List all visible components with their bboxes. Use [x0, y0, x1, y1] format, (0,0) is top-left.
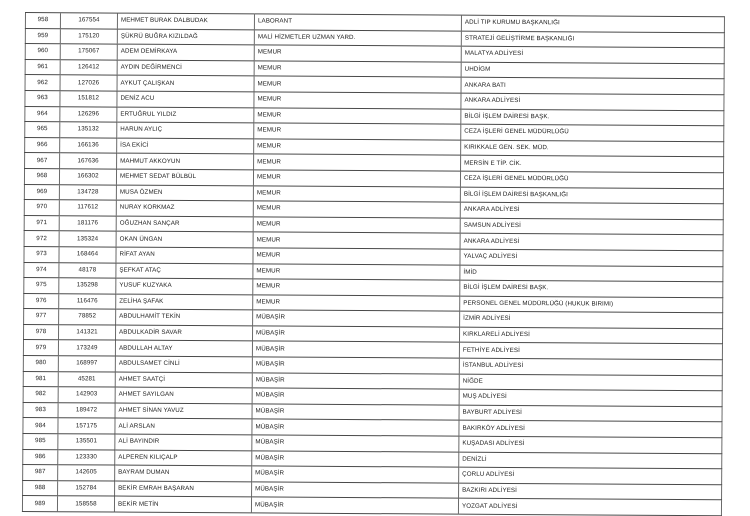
row-number-cell: 973	[24, 246, 59, 262]
row-number-cell: 968	[24, 168, 59, 184]
row-number-cell: 982	[23, 387, 58, 403]
job-title-cell: MEMUR	[254, 123, 461, 140]
full-name-cell: AHMET SİNAN YAVUZ	[115, 403, 252, 419]
job-title-cell: MEMUR	[254, 154, 461, 171]
full-name-cell: NURAY KORKMAZ	[116, 200, 253, 216]
unit-cell: YALVAÇ ADLİYESİ	[460, 249, 723, 266]
row-number-cell: 960	[25, 44, 60, 60]
job-title-cell: MÜBAŞİR	[252, 373, 459, 390]
full-name-cell: ŞÜKRÜ BUĞRA KIZILDAĞ	[117, 29, 254, 45]
registry-number-cell: 135298	[59, 278, 116, 294]
full-name-cell: MAHMUT AKKOYUN	[117, 153, 254, 169]
registry-number-cell: 152784	[58, 481, 115, 497]
unit-cell: SAMSUN ADLİYESİ	[460, 218, 723, 235]
job-title-cell: MÜBAŞİR	[252, 419, 459, 436]
row-number-cell: 963	[25, 90, 60, 106]
personnel-table	[22, 12, 725, 516]
full-name-cell: AHMET SAYILGAN	[115, 387, 252, 403]
job-title-cell: MEMUR	[253, 248, 460, 265]
full-name-cell: ABDULHAMİT TEKİN	[116, 309, 253, 325]
job-title-cell: MÜBAŞİR	[252, 326, 459, 343]
job-title-cell: MÜBAŞİR	[252, 388, 459, 405]
job-title-cell: MEMUR	[254, 76, 461, 93]
registry-number-cell: 78852	[59, 309, 116, 325]
registry-number-cell: 158558	[57, 496, 114, 512]
row-number-cell: 964	[25, 106, 60, 122]
registry-number-cell: 175120	[60, 28, 117, 44]
registry-number-cell: 126296	[60, 106, 117, 122]
full-name-cell: OĞUZHAN SANÇAR	[116, 216, 253, 232]
job-title-cell: MÜBAŞİR	[252, 482, 459, 499]
job-title-cell: MEMUR	[254, 45, 461, 62]
full-name-cell: YUSUF KUZYAKA	[116, 278, 253, 294]
row-number-cell: 976	[24, 293, 59, 309]
job-title-cell: MÜBAŞİR	[253, 310, 460, 327]
row-number-cell: 969	[24, 184, 59, 200]
table-row	[22, 496, 721, 516]
registry-number-cell: 168997	[58, 356, 115, 372]
job-title-cell: MEMUR	[253, 263, 460, 280]
unit-cell: PERSONEL GENEL MÜDÜRLÜĞÜ (HUKUK BIRIMI)	[460, 296, 723, 313]
row-number-cell: 983	[23, 402, 58, 418]
full-name-cell: ALİ BAYINDIR	[115, 434, 252, 450]
unit-cell: BİLGİ İŞLEM DAİRESİ BAŞKANLIĞI	[460, 187, 723, 204]
registry-number-cell: 167636	[60, 153, 117, 169]
job-title-cell: MEMUR	[253, 170, 460, 187]
row-number-cell: 989	[22, 496, 57, 512]
registry-number-cell: 135132	[60, 122, 117, 138]
unit-cell: ANKARA BATI	[461, 78, 724, 95]
job-title-cell: MÜBAŞİR	[251, 497, 458, 514]
job-title-cell: MALİ HİZMETLER UZMAN YARD.	[254, 29, 461, 46]
unit-cell: ANKARA ADLİYESİ	[460, 233, 723, 250]
full-name-cell: AHMET SAATÇİ	[115, 372, 252, 388]
row-number-cell: 971	[24, 215, 59, 231]
full-name-cell: RİFAT AYAN	[116, 247, 253, 263]
row-number-cell: 977	[24, 309, 59, 325]
job-title-cell: MEMUR	[253, 217, 460, 234]
row-number-cell: 975	[24, 278, 59, 294]
unit-cell: KIRIKKALE GEN. SEK. MÜD.	[461, 140, 724, 157]
row-number-cell: 986	[23, 449, 58, 465]
row-number-cell: 974	[24, 262, 59, 278]
full-name-cell: OKAN ÜNGAN	[116, 231, 253, 247]
full-name-cell: MEHMET SEDAT BÜLBÜL	[116, 169, 253, 185]
row-number-cell: 985	[23, 434, 58, 450]
full-name-cell: BEKİR EMRAH BAŞARAN	[115, 481, 252, 497]
full-name-cell: ALPEREN KILIÇALP	[115, 450, 252, 466]
registry-number-cell: 116476	[59, 293, 116, 309]
unit-cell: KIRKLARELİ ADLİYESİ	[459, 327, 722, 344]
unit-cell: BİLGİ İŞLEM DAİRESİ BAŞK.	[461, 109, 724, 126]
job-title-cell: MEMUR	[253, 295, 460, 312]
personnel-table-body	[22, 13, 724, 516]
registry-number-cell: 166302	[59, 169, 116, 185]
full-name-cell: MEHMET BURAK DALBUDAK	[117, 13, 254, 29]
full-name-cell: AYDIN DEĞİRMENCİ	[117, 60, 254, 76]
unit-cell: BAZKIRI ADLİYESİ	[459, 483, 722, 500]
row-number-cell: 970	[24, 200, 59, 216]
registry-number-cell: 168464	[59, 247, 116, 263]
job-title-cell: MÜBAŞİR	[252, 466, 459, 483]
row-number-cell: 965	[25, 122, 60, 138]
row-number-cell: 987	[23, 465, 58, 481]
unit-cell: STRATEJİ GELİŞTİRME BAŞKANLIĞI	[461, 31, 724, 48]
row-number-cell: 980	[23, 356, 58, 372]
full-name-cell: İSA EKİCİ	[117, 138, 254, 154]
job-title-cell: MEMUR	[253, 185, 460, 202]
job-title-cell: LABORANT	[254, 14, 461, 31]
job-title-cell: MÜBAŞİR	[252, 451, 459, 468]
registry-number-cell: 127026	[60, 75, 117, 91]
registry-number-cell: 117612	[59, 200, 116, 216]
registry-number-cell: 142903	[58, 387, 115, 403]
job-title-cell: MEMUR	[253, 232, 460, 249]
unit-cell: ÇORLU ADLİYESİ	[459, 467, 722, 484]
full-name-cell: DENİZ ACU	[117, 91, 254, 107]
job-title-cell: MEMUR	[254, 139, 461, 156]
full-name-cell: ZELİHA ŞAFAK	[116, 294, 253, 310]
unit-cell: ANKARA ADLİYESİ	[460, 202, 723, 219]
job-title-cell: MEMUR	[254, 92, 461, 109]
unit-cell: BİLGİ İŞLEM DAİRESİ BAŞK.	[460, 280, 723, 297]
unit-cell: MERSİN E TİP. CİK.	[461, 156, 724, 173]
unit-cell: İZMİR ADLİYESİ	[460, 311, 723, 328]
job-title-cell: MEMUR	[253, 279, 460, 296]
registry-number-cell: 157175	[58, 418, 115, 434]
registry-number-cell: 141321	[58, 325, 115, 341]
unit-cell: DENİZLİ	[459, 452, 722, 469]
row-number-cell: 967	[25, 153, 60, 169]
unit-cell: CEZA İŞLERİ GENEL MÜDÜRLÜĞÜ	[460, 171, 723, 188]
registry-number-cell: 181176	[59, 215, 116, 231]
unit-cell: ANKARA ADLİYESİ	[461, 93, 724, 110]
row-number-cell: 981	[23, 371, 58, 387]
registry-number-cell: 135501	[58, 434, 115, 450]
row-number-cell: 961	[25, 59, 60, 75]
unit-cell: BAYBURT ADLİYESİ	[459, 405, 722, 422]
unit-cell: FETHİYE ADLİYESİ	[459, 343, 722, 360]
full-name-cell: ABDULKADİR SAVAR	[115, 325, 252, 341]
full-name-cell: ALİ ARSLAN	[115, 418, 252, 434]
full-name-cell: MUSA ÖZMEN	[116, 185, 253, 201]
row-number-cell: 966	[25, 137, 60, 153]
unit-cell: İMİD	[460, 265, 723, 282]
full-name-cell: ABDULLAH ALTAY	[115, 341, 252, 357]
registry-number-cell: 135324	[59, 231, 116, 247]
registry-number-cell: 142605	[58, 465, 115, 481]
row-number-cell: 959	[25, 28, 60, 44]
job-title-cell: MEMUR	[254, 61, 461, 78]
unit-cell: UHDİGM	[461, 62, 724, 79]
full-name-cell: AYKUT ÇALIŞKAN	[117, 75, 254, 91]
full-name-cell: ABDULSAMET CİNLİ	[115, 356, 252, 372]
full-name-cell: HARUN AYLIÇ	[117, 122, 254, 138]
registry-number-cell: 189472	[58, 403, 115, 419]
job-title-cell: MÜBAŞİR	[252, 435, 459, 452]
full-name-cell: BEKİR METİN	[114, 496, 251, 512]
job-title-cell: MÜBAŞİR	[252, 357, 459, 374]
registry-number-cell: 45281	[58, 371, 115, 387]
unit-cell: MALATYA ADLİYESİ	[461, 46, 724, 63]
full-name-cell: ERTUĞRUL YILDIZ	[117, 107, 254, 123]
registry-number-cell: 166136	[60, 137, 117, 153]
full-name-cell: ADEM DEMİRKAYA	[117, 44, 254, 60]
row-number-cell: 962	[25, 75, 60, 91]
unit-cell: MUŞ ADLİYESİ	[459, 389, 722, 406]
row-number-cell: 972	[24, 231, 59, 247]
full-name-cell: ŞEFKAT ATAÇ	[116, 263, 253, 279]
full-name-cell: BAYRAM DUMAN	[115, 465, 252, 481]
registry-number-cell: 167554	[60, 13, 117, 29]
job-title-cell: MÜBAŞİR	[252, 404, 459, 421]
row-number-cell: 978	[23, 324, 58, 340]
job-title-cell: MEMUR	[254, 107, 461, 124]
registry-number-cell: 175067	[60, 44, 117, 60]
row-number-cell: 979	[23, 340, 58, 356]
registry-number-cell: 123330	[58, 449, 115, 465]
job-title-cell: MEMUR	[253, 201, 460, 218]
registry-number-cell: 173249	[58, 340, 115, 356]
registry-number-cell: 151812	[60, 91, 117, 107]
row-number-cell: 984	[23, 418, 58, 434]
registry-number-cell: 126412	[60, 59, 117, 75]
unit-cell: BAKIRKÖY ADLİYESİ	[459, 421, 722, 438]
unit-cell: ADLİ TIP KURUMU BAŞKANLIĞI	[461, 15, 724, 32]
unit-cell: İSTANBUL ADLİYESİ	[459, 358, 722, 375]
row-number-cell: 958	[25, 13, 60, 29]
registry-number-cell: 134728	[59, 184, 116, 200]
unit-cell: YOZGAT ADLİYESİ	[458, 499, 721, 516]
unit-cell: KUŞADASI ADLİYESİ	[459, 436, 722, 453]
row-number-cell: 988	[23, 480, 58, 496]
job-title-cell: MÜBAŞİR	[252, 341, 459, 358]
unit-cell: CEZA İŞLERİ GENEL MÜDÜRLÜĞÜ	[461, 124, 724, 141]
unit-cell: NİĞDE	[459, 374, 722, 391]
registry-number-cell: 48178	[59, 262, 116, 278]
